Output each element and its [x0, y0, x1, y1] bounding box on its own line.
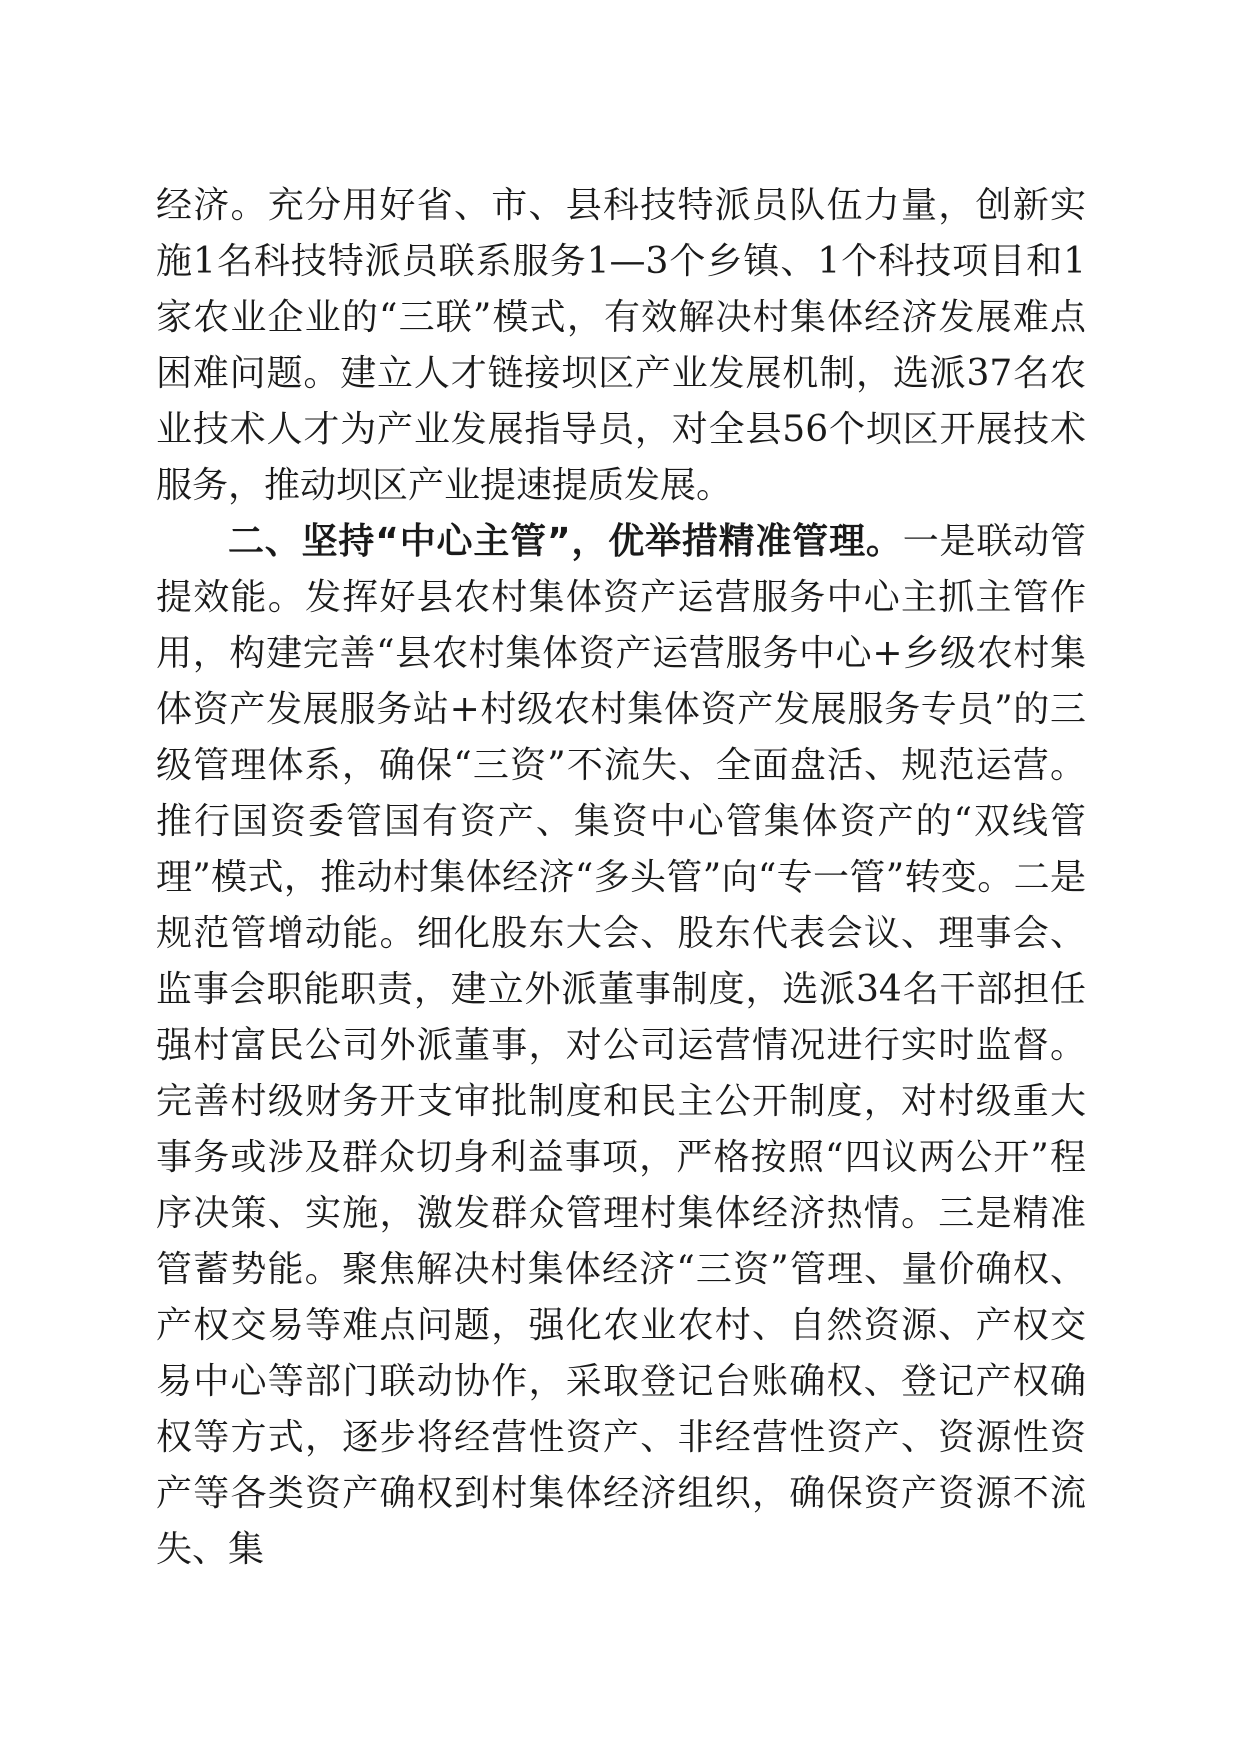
section-body: 一是联动管提效能。发挥好县农村集体资产运营服务中心主抓主管作用，构建完善“县农村集体资产运营服务中心+乡级农村集体资产发展服务站+村级农村集体资产发展服务专员”的三级管理体系，确保“三资”不流失、全面盘活、规范运营。推行国资委管国有资产、集资中心管集体资产的“双线管理”模式，推动村集体经济“多头管”向“专一管”转变。二是规范管增动能。细化股东大会、股东代表会议、理事会、监事会职能职责，建立外派董事制度，选派34名干部担任强村富民公司外派董事，对公司运营情况进行实时监督。完善村级财务开支审批制度和民主公开制度，对村级重大事务或涉及群众切身利益事项，严格按照“四议两公开”程序决策、实施，激发群众管理村集体经济热情。三是精准管蓄势能。聚焦解决村集体经济“三资”管理、量价确权、产权交易等难点问题，强化农业农村、自然资源、产权交易中心等部门联动协作，采取登记台账确权、登记产权确权等方式，逐步将经营性资产、非经营性资产、资源性资产等各类资产确权到村集体经济组织，确保资产资源不流失、集 [156, 521, 1086, 1570]
document-body [156, 178, 1086, 1578]
paragraph-continuation: 经济。充分用好省、市、县科技特派员队伍力量，创新实施1名科技特派员联系服务1—3个乡镇、1个科技项目和1家农业企业的“三联”模式，有效解决村集体经济发展难点困难问题。建立人才链接坝区产业发展机制，选派37名农业技术人才为产业发展指导员，对全县56个坝区开展技术服务，推动坝区产业提速提质发展。 [156, 185, 1086, 506]
section-heading: 二、坚持“中心主管”，优举措精准管理。 [228, 521, 903, 562]
paragraph-section-two [156, 514, 1086, 1578]
